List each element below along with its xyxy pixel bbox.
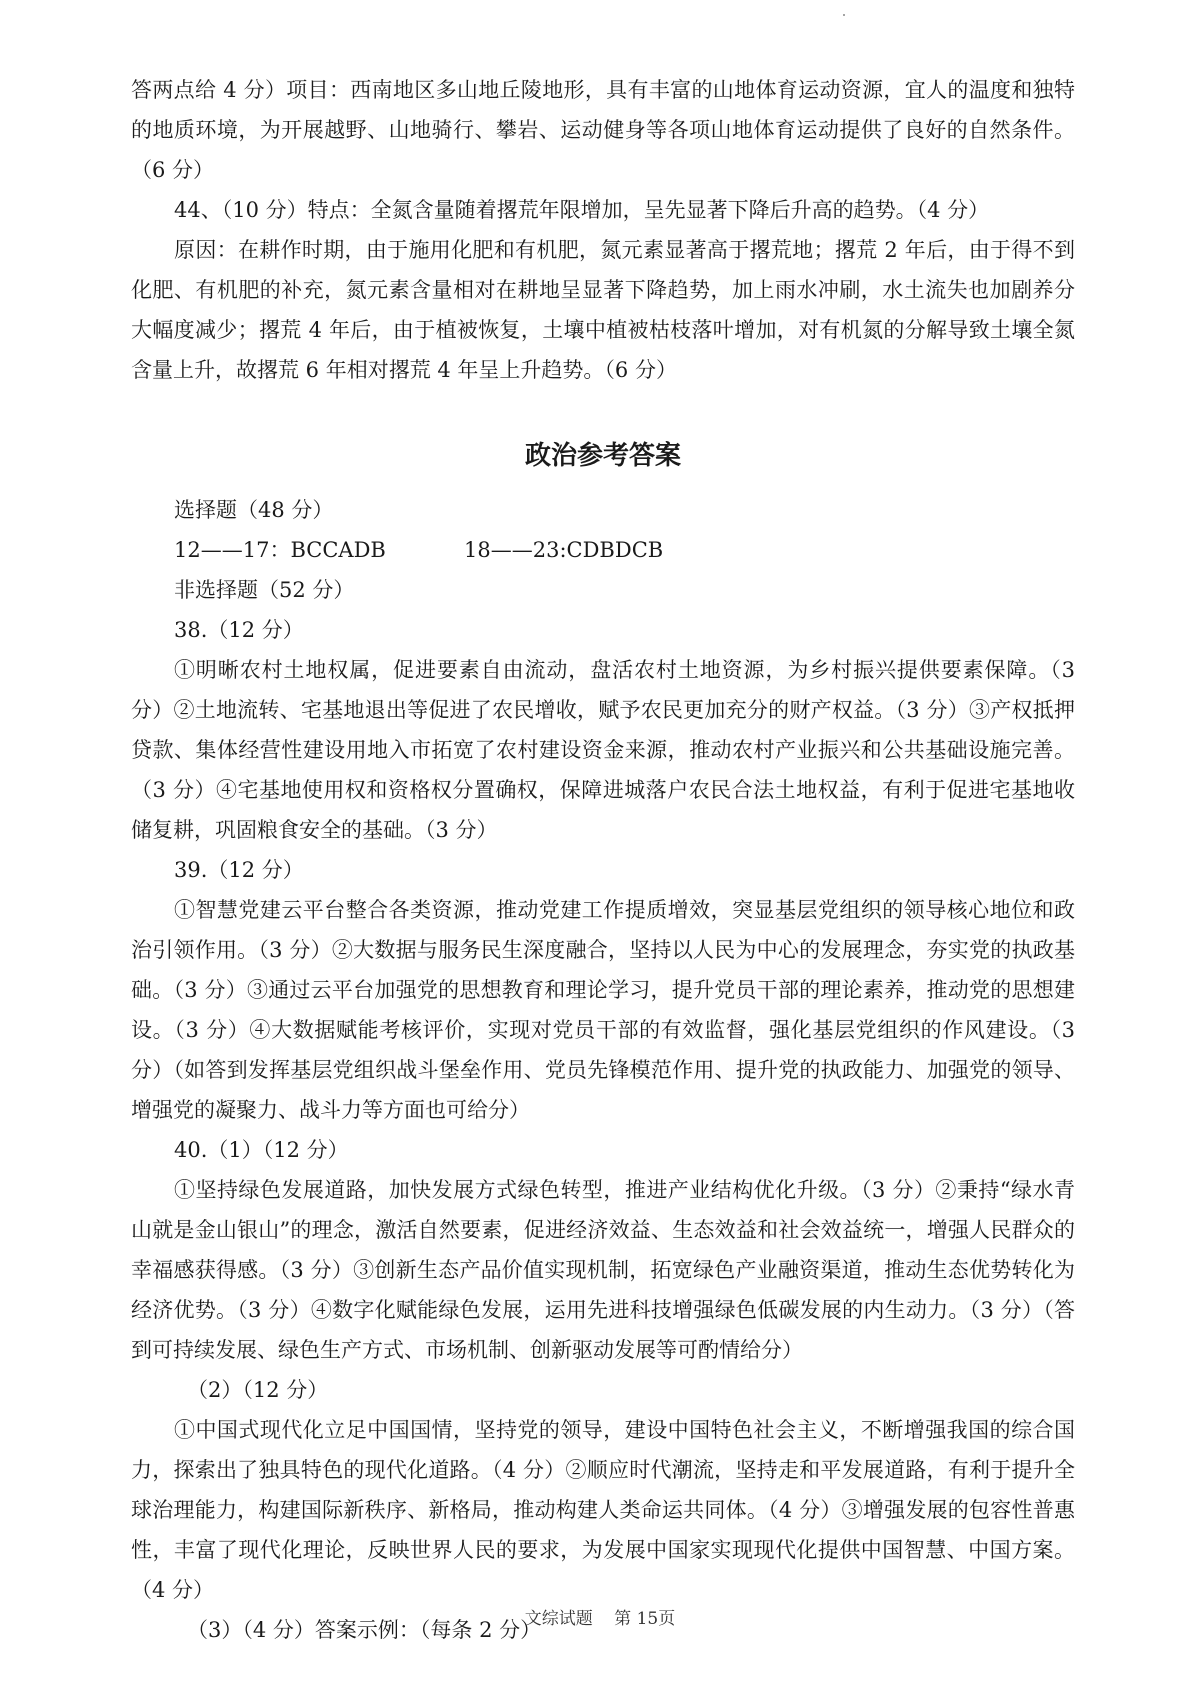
page-footer (0, 1604, 1200, 1629)
nonmc-heading: 非选择题（52 分） (174, 578, 355, 602)
q38-answer: ①明晰农村土地权属，促进要素自由流动，盘活农村土地资源，为乡村振兴提供要素保障。（3 分）②土地流转、宅基地退出等促进了农民增收，赋予农民更加充分的财产权益。（3 分）③产权抵押贷款、集体经营性建设用地入市拓宽了农村建设资金来源，推动农村产业振兴和公共基础设施完善。（3 分）④宅基地使用权和资格权分置确权，保障进城落户农民合法土地权益，有利于促进宅基地收储复耕，巩固粮食安全的基础。（3 分） (131, 658, 1075, 842)
q40-2-label: （2）（12 分） (187, 1378, 329, 1402)
politics-title: 政治参考答案 (524, 441, 681, 471)
geo-answer-continued: 答两点给 4 分）项目：西南地区多山地丘陵地形，具有丰富的山地体育运动资源，宜人的温度和独特的地质环境，为开展越野、山地骑行、攀岩、运动健身等各项山地体育运动提供了良好的自然条件。（6 分） (131, 78, 1075, 182)
answer-page (131, 70, 1075, 1650)
q40-1-label: 40.（1）（12 分） (174, 1138, 349, 1162)
mc-answers-12-17: 12——17：BCCADB (174, 538, 386, 562)
q39-answer: ①智慧党建云平台整合各类资源，推动党建工作提质增效，突显基层党组织的领导核心地位和政治引领作用。（3 分）②大数据与服务民生深度融合，坚持以人民为中心的发展理念，夯实党的执政基础。（3 分）③通过云平台加强党的思想教育和理论学习，提升党员干部的理论素养，推动党的思想建设。（3 分）④大数据赋能考核评价，实现对党员干部的有效监督，强化基层党组织的作风建设。（3 分）（如答到发挥基层党组织战斗堡垒作用、党员先锋模范作用、提升党的执政能力、加强党的领导、增强党的凝聚力、战斗力等方面也可给分） (131, 898, 1075, 1122)
mc-answers-18-23: 18——23:CDBDCB (464, 538, 664, 562)
q38-label: 38.（12 分） (174, 618, 304, 642)
q40-2-answer: ①中国式现代化立足中国国情，坚持党的领导，建设中国特色社会主义，不断增强我国的综合国力，探索出了独具特色的现代化道路。（4 分）②顺应时代潮流，坚持走和平发展道路，有利于提升全球治理能力，构建国际新秩序、新格局，推动构建人类命运共同体。（4 分）③增强发展的包容性普惠性，丰富了现代化理论，反映世界人民的要求，为发展中国家实现现代化提供中国智慧、中国方案。（4 分） (131, 1418, 1075, 1602)
geo-q44-reason: 原因：在耕作时期，由于施用化肥和有机肥，氮元素显著高于撂荒地；撂荒 2 年后，由于得不到化肥、有机肥的补充，氮元素含量相对在耕地呈显著下降趋势，加上雨水冲刷，水土流失也加剧养分大幅度减少；撂荒 4 年后，由于植被恢复，土壤中植被枯枝落叶增加，对有机氮的分解导致土壤全氮含量上升，故撂荒 6 年相对撂荒 4 年呈上升趋势。（6 分） (131, 238, 1075, 382)
mc-heading: 选择题（48 分） (174, 498, 334, 522)
footer-page-number: 第 15页 (614, 1609, 676, 1629)
mc-answers (131, 530, 1075, 570)
q40-1-answer: ①坚持绿色发展道路，加快发展方式绿色转型，推进产业结构优化升级。（3 分）②秉持“绿水青山就是金山银山”的理念，激活自然要素，促进经济效益、生态效益和社会效益统一，增强人民群众的幸福感获得感。（3 分）③创新生态产品价值实现机制，拓宽绿色产业融资渠道，推动生态优势转化为经济优势。（3 分）④数字化赋能绿色发展，运用先进科技增强绿色低碳发展的内生动力。（3 分）（答到可持续发展、绿色生产方式、市场机制、创新驱动发展等可酌情给分） (131, 1178, 1075, 1362)
q40-3-label: （3）（4 分）答案示例：（每条 2 分） (187, 1618, 542, 1642)
q39-label: 39.（12 分） (174, 858, 304, 882)
scan-speck (843, 14, 845, 16)
geo-q44-feature: 44、（10 分）特点：全氮含量随着撂荒年限增加，呈先显著下降后升高的趋势。（4 分） (174, 198, 990, 222)
footer-subject: 文综试题 (524, 1609, 593, 1629)
